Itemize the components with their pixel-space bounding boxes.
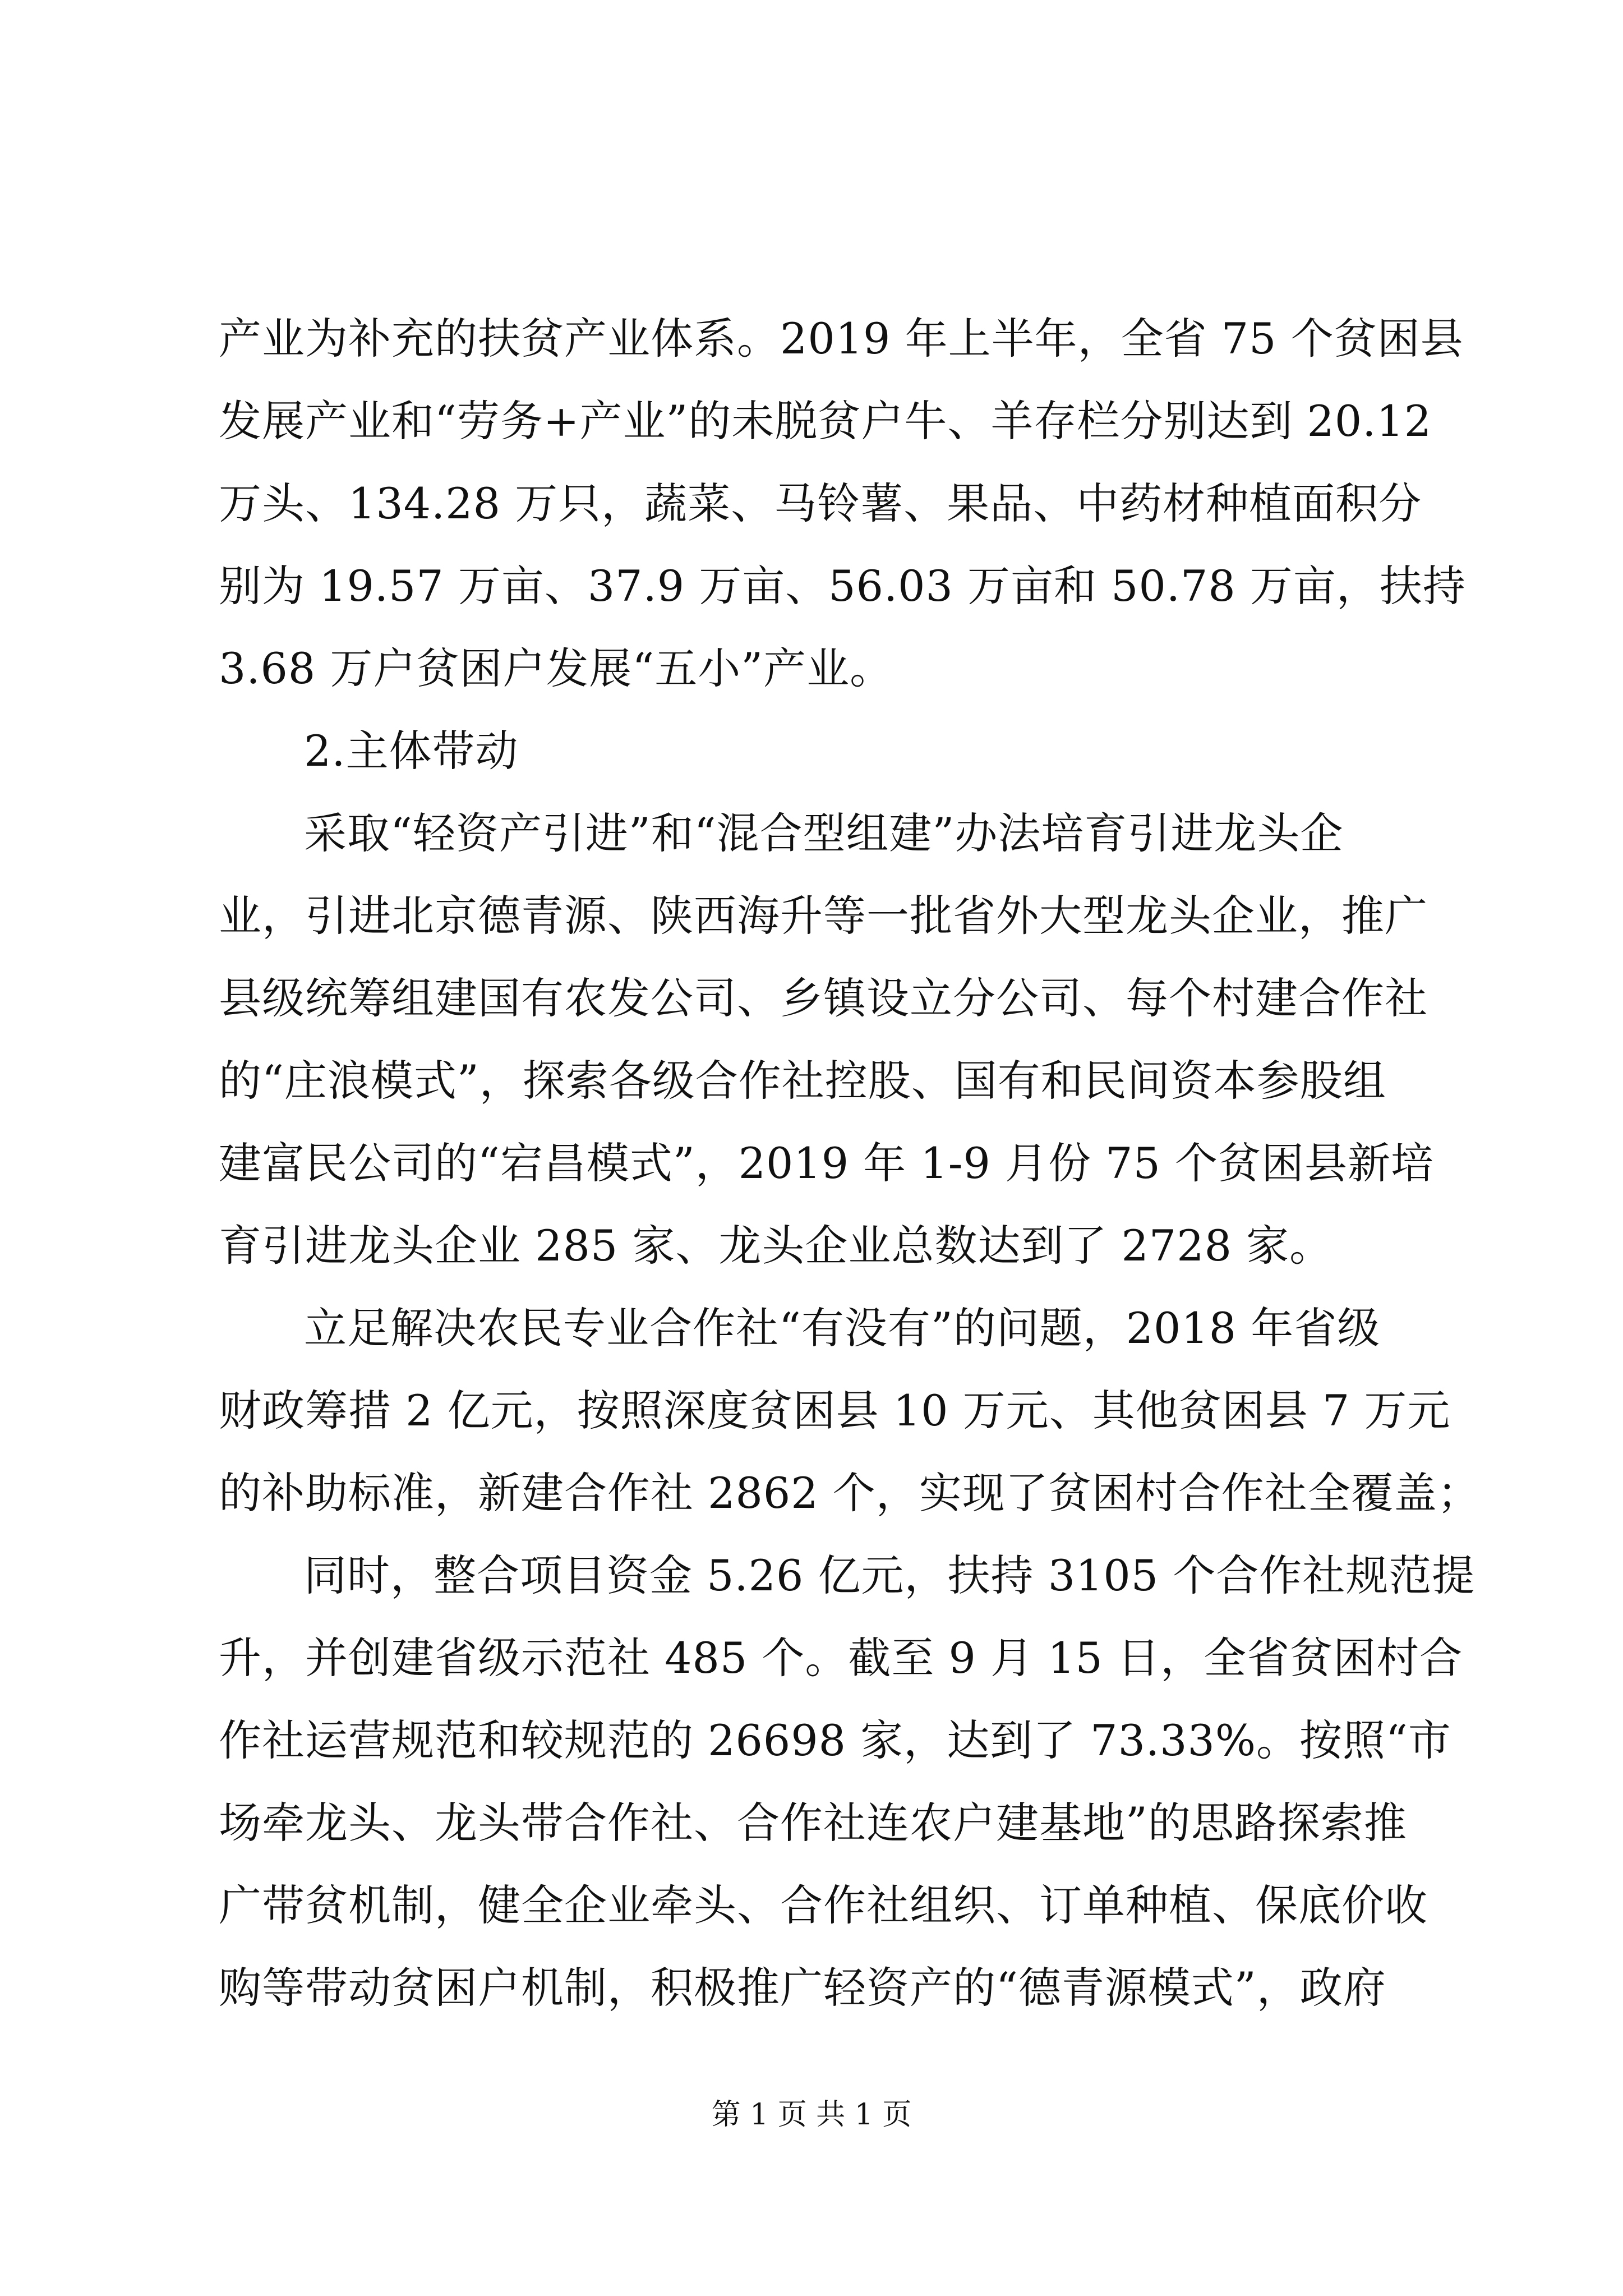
- text-line: 购等带动贫困户机制，积极推广轻资产的“德青源模式”，政府: [219, 1963, 1386, 2013]
- text-line: 立足解决农民专业合作社“有没有”的问题，2018 年省级: [304, 1303, 1381, 1353]
- text-line: 财政筹措 2 亿元，按照深度贫困县 10 万元、其他贫困县 7 万元: [219, 1386, 1451, 1435]
- text-line: 同时，整合项目资金 5.26 亿元，扶持 3105 个合作社规范提: [304, 1550, 1476, 1600]
- text-line: 县级统筹组建国有农发公司、乡镇设立分公司、每个村建合作社: [219, 973, 1428, 1023]
- section-heading: 2.主体带动: [304, 726, 519, 776]
- text-line: 场牵龙头、龙头带合作社、合作社连农户建基地”的思路探索推: [219, 1798, 1407, 1848]
- page-number-label: 第 1 页 共 1 页: [711, 2098, 912, 2132]
- text-line: 广带贫机制，健全企业牵头、合作社组织、订单种植、保底价收: [219, 1880, 1428, 1930]
- text-line: 的“庄浪模式”，探索各级合作社控股、国有和民间资本参股组: [219, 1056, 1386, 1106]
- text-line: 万头、134.28 万只，蔬菜、马铃薯、果品、中药材种植面积分: [219, 478, 1422, 528]
- text-line: 产业为补充的扶贫产业体系。2019 年上半年，全省 75 个贫困县: [219, 314, 1464, 364]
- text-line: 的补助标准，新建合作社 2862 个，实现了贫困村合作社全覆盖；: [219, 1468, 1481, 1518]
- text-line: 采取“轻资产引进”和“混合型组建”办法培育引进龙头企: [304, 808, 1344, 858]
- text-line: 发展产业和“劳务+产业”的未脱贫户牛、羊存栏分别达到 20.12: [219, 396, 1432, 446]
- text-line: 建富民公司的“宕昌模式”，2019 年 1-9 月份 75 个贫困县新培: [219, 1138, 1435, 1188]
- text-line: 业，引进北京德青源、陕西海升等一批省外大型龙头企业，推广: [219, 891, 1428, 941]
- text-line: 别为 19.57 万亩、37.9 万亩、56.03 万亩和 50.78 万亩，扶持: [219, 561, 1466, 611]
- text-line: 3.68 万户贫困户发展“五小”产业。: [219, 643, 893, 693]
- text-line: 升，并创建省级示范社 485 个。截至 9 月 15 日，全省贫困村合: [219, 1633, 1463, 1683]
- document-body: [219, 297, 1481, 2029]
- page-footer: [0, 2095, 1623, 2134]
- text-line: 作社运营规范和较规范的 26698 家，达到了 73.33%。按照“市: [219, 1715, 1451, 1765]
- text-line: 育引进龙头企业 285 家、龙头企业总数达到了 2728 家。: [219, 1221, 1333, 1271]
